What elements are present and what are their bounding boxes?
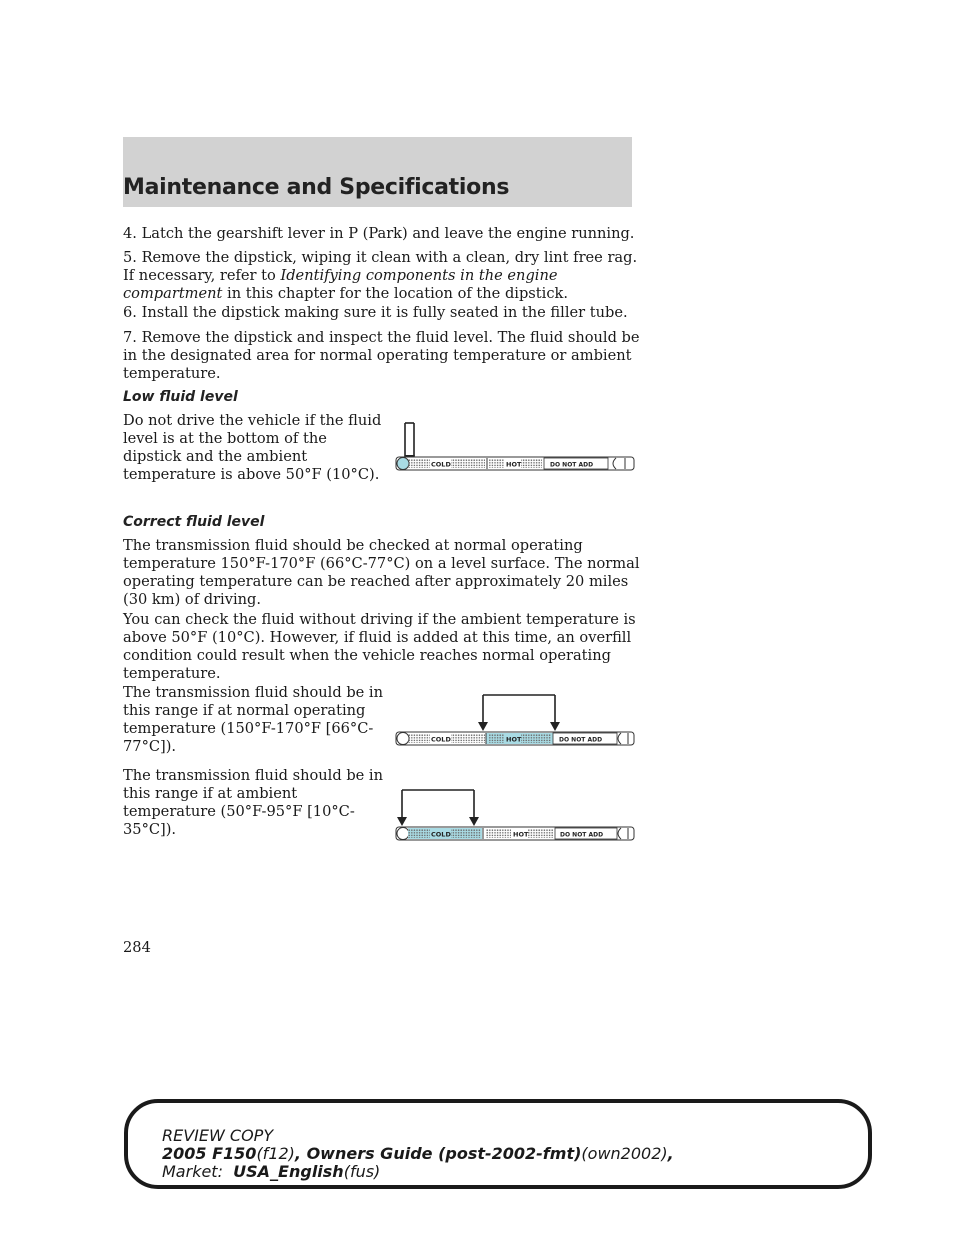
- low-fluid-text: Do not drive the vehicle if the fluid level is at the bottom of the dipstick and the ambient temperature is above 50°F (10°C).: [123, 412, 382, 483]
- page-number: 284: [123, 939, 151, 956]
- footer-model-code: (f12): [256, 1144, 295, 1163]
- cold-label: COLD: [431, 830, 451, 839]
- low-fluid-heading: Low fluid level: [123, 389, 238, 405]
- footer-comma: ,: [667, 1144, 674, 1163]
- engine-compartment-link: Identifying components in the engine compartment: [123, 267, 558, 302]
- step-5: [123, 249, 643, 303]
- footer-market-code: (fus): [343, 1162, 381, 1181]
- footer-market: USA_English: [233, 1162, 344, 1181]
- step-5-text: 5. Remove the dipstick, wiping it clean with a clean, dry lint free rag. If necessary, refer to: [123, 249, 638, 284]
- footer-review-copy: REVIEW COPY: [162, 1126, 274, 1145]
- footer-guide: , Owners Guide (post-2002-fmt): [294, 1144, 582, 1163]
- hot-range-text: The transmission fluid should be in this range if at normal operating temperature (150°F-170°F [66°C-77°C]).: [123, 684, 384, 755]
- correct-fluid-heading: Correct fluid level: [123, 514, 265, 530]
- dipstick-cold-range-diagram: [390, 785, 640, 847]
- step-7: 7. Remove the dipstick and inspect the fluid level. The fluid should be in the designated area for normal operating temperature or ambient temperature.: [123, 329, 640, 382]
- do-not-add-label: DO NOT ADD: [559, 736, 603, 744]
- cold-label: COLD: [431, 735, 451, 744]
- footer-market-label: Market:: [162, 1162, 223, 1181]
- hot-label: HOT: [506, 460, 522, 469]
- correct-fluid-para-2: You can check the fluid without driving if the ambient temperature is above 50°F (10°C). However, if fluid is added at this time, an overfill condition could result when the vehicle reaches normal operating temperature.: [123, 611, 636, 682]
- cold-range-text: The transmission fluid should be in this range if at ambient temperature (50°F-95°F [10°C-35°C]).: [123, 767, 384, 838]
- correct-fluid-para-1: The transmission fluid should be checked at normal operating temperature 150°F-170°F (66°C-77°C) on a level surface. The normal operating temperature can be reached after approximately 20 miles (30 km) of driving.: [123, 537, 640, 608]
- footer-market-line: [162, 1162, 380, 1181]
- hot-label: HOT: [513, 830, 529, 839]
- hot-label: HOT: [506, 735, 522, 744]
- step-6: 6. Install the dipstick making sure it is fully seated in the filler tube.: [123, 304, 628, 321]
- cold-label: COLD: [431, 460, 451, 469]
- page-title: Maintenance and Specifications: [123, 175, 510, 200]
- step-5-text-end: in this chapter for the location of the dipstick.: [222, 285, 568, 302]
- dipstick-low-level-diagram: [390, 415, 640, 477]
- step-4: 4. Latch the gearshift lever in P (Park) and leave the engine running.: [123, 225, 635, 242]
- footer-model-line: [162, 1144, 674, 1163]
- footer-guide-code: (own2002): [581, 1144, 668, 1163]
- dipstick-hot-range-diagram: [390, 690, 640, 752]
- footer-model: 2005 F150: [162, 1144, 257, 1163]
- do-not-add-label: DO NOT ADD: [550, 461, 594, 469]
- do-not-add-label: DO NOT ADD: [560, 831, 604, 839]
